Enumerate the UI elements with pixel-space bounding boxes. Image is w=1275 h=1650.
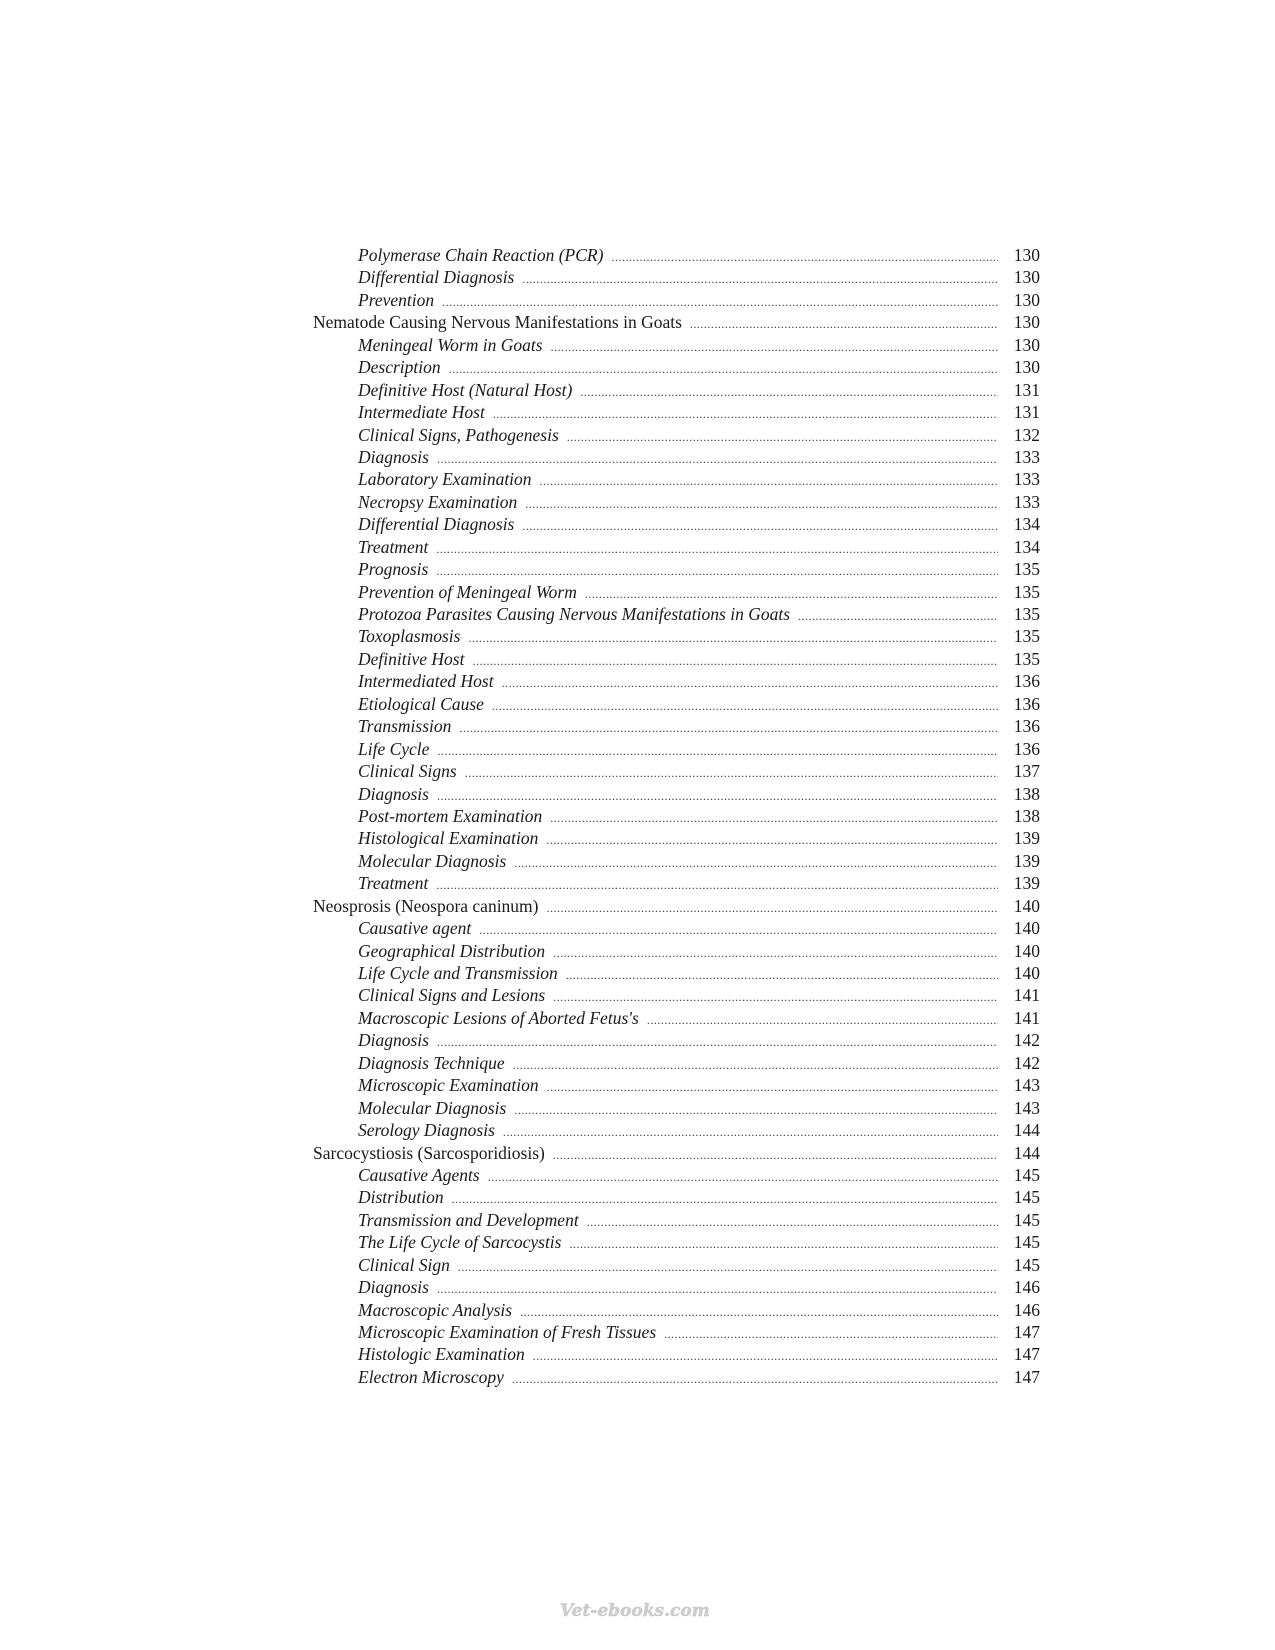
toc-subsection-entry (313, 491, 1040, 513)
toc-subsection-entry (313, 1299, 1040, 1321)
toc-subsection-entry (313, 805, 1040, 827)
dot-leader (502, 672, 998, 694)
toc-page-number: 134 (1013, 536, 1040, 557)
toc-subsection-entry (313, 356, 1040, 378)
toc-subsection-entry (313, 760, 1040, 782)
toc-subsection-entry (313, 1276, 1040, 1298)
toc-entry-title: Causative Agents (358, 1164, 480, 1185)
toc-entry-title: Molecular Diagnosis (358, 1097, 507, 1118)
toc-subsection-entry (313, 1321, 1040, 1343)
toc-entry-title: Treatment (358, 536, 429, 557)
toc-subsection-entry (313, 670, 1040, 692)
toc-page-number: 146 (1013, 1299, 1040, 1320)
toc-entry-title: Diagnosis Technique (358, 1052, 505, 1073)
toc-page-number: 130 (1013, 357, 1040, 378)
dot-leader (436, 874, 998, 896)
toc-subsection-entry (313, 558, 1040, 580)
dot-leader (442, 291, 998, 313)
toc-entry-title: Intermediate Host (358, 402, 485, 423)
toc-page-number: 142 (1013, 1052, 1040, 1073)
toc-subsection-entry (313, 1186, 1040, 1208)
toc-subsection-entry (313, 603, 1040, 625)
toc-page-number: 145 (1013, 1232, 1040, 1253)
toc-page-number: 139 (1013, 850, 1040, 871)
toc-entry-title: Post-mortem Examination (358, 805, 543, 826)
dot-leader (513, 1054, 998, 1076)
dot-leader (437, 448, 998, 470)
toc-page-number: 140 (1013, 895, 1040, 916)
toc-subsection-entry (313, 783, 1040, 805)
toc-page-number: 134 (1013, 514, 1040, 535)
dot-leader (449, 358, 998, 380)
toc-page-number: 140 (1013, 963, 1040, 983)
toc-subsection-entry (313, 424, 1040, 446)
toc-entry-title: Polymerase Chain Reaction (PCR) (358, 245, 604, 265)
toc-page-number: 147 (1013, 1344, 1040, 1365)
toc-page-number: 143 (1013, 1075, 1040, 1096)
toc-page-number: 145 (1013, 1187, 1040, 1208)
toc-subsection-entry (313, 379, 1040, 401)
dot-leader (587, 1211, 998, 1233)
toc-entry-title: Intermediated Host (358, 671, 494, 692)
toc-subsection-entry (313, 536, 1040, 558)
toc-page-number: 136 (1013, 693, 1040, 714)
toc-entry-title: Definitive Host (Natural Host) (358, 379, 573, 400)
dot-leader (546, 829, 998, 851)
toc-subsection-entry (313, 513, 1040, 535)
dot-leader (525, 493, 998, 515)
toc-subsection-entry (313, 1007, 1040, 1029)
dot-leader (514, 852, 998, 874)
toc-entry-title: Treatment (358, 873, 429, 894)
dot-leader (465, 762, 998, 784)
toc-page-number: 144 (1013, 1142, 1040, 1163)
dot-leader (553, 986, 998, 1008)
toc-subsection-entry (313, 738, 1040, 760)
toc-page-number: 131 (1013, 402, 1040, 423)
toc-subsection-entry (313, 693, 1040, 715)
toc-page-number: 140 (1013, 940, 1040, 961)
dot-leader (437, 785, 998, 807)
dot-leader (522, 268, 998, 290)
dot-leader (547, 1076, 998, 1098)
toc-subsection-entry (313, 940, 1040, 962)
toc-entry-title: Distribution (358, 1187, 444, 1208)
toc-entry-title: Clinical Signs (358, 761, 457, 782)
dot-leader (580, 381, 998, 403)
toc-page-number: 135 (1013, 604, 1040, 624)
toc-subsection-entry (313, 1029, 1040, 1051)
toc-page-number: 135 (1013, 626, 1040, 647)
toc-entry-title: Diagnosis (358, 446, 429, 467)
dot-leader (492, 695, 998, 717)
dot-leader (553, 942, 998, 964)
toc-entry-title: Nematode Causing Nervous Manifestations in Goats (313, 312, 682, 333)
dot-leader (436, 560, 998, 582)
toc-page-number: 135 (1013, 581, 1040, 602)
watermark-text: Vet-ebooks.com (560, 1601, 710, 1621)
toc-entry-title: Differential Diagnosis (358, 267, 515, 288)
toc-section-entry (313, 1142, 1040, 1164)
toc-entry-title: Transmission and Development (358, 1209, 579, 1230)
toc-page-number: 130 (1013, 267, 1040, 288)
toc-subsection-entry (313, 289, 1040, 311)
dot-leader (567, 426, 998, 448)
dot-leader (479, 919, 998, 941)
dot-leader (550, 807, 998, 829)
toc-entry-title: Meningeal Worm in Goats (358, 334, 543, 355)
toc-subsection-entry (313, 401, 1040, 423)
toc-entry-title: Histological Examination (358, 828, 539, 849)
toc-entry-title: Geographical Distribution (358, 940, 546, 961)
toc-entry-title: Clinical Signs, Pathogenesis (358, 424, 559, 445)
toc-page-number: 130 (1013, 312, 1040, 333)
dot-leader (585, 583, 998, 605)
toc-page-number: 138 (1013, 783, 1040, 804)
toc-subsection-entry (313, 334, 1040, 356)
toc-entry-title: Etiological Cause (358, 693, 484, 714)
toc-page-number: 141 (1013, 985, 1040, 1006)
dot-leader (522, 515, 998, 537)
toc-entry-title: Diagnosis (358, 1030, 429, 1051)
toc-subsection-entry (313, 1343, 1040, 1365)
toc-entry-title: Prevention (358, 289, 435, 310)
dot-leader (514, 1099, 998, 1121)
toc-page-number: 130 (1013, 289, 1040, 310)
toc-entry-title: Histologic Examination (358, 1344, 525, 1365)
toc-entry-title: Life Cycle and Transmission (358, 963, 558, 983)
toc-entry-title: Electron Microscopy (358, 1366, 504, 1387)
dot-leader (452, 1188, 998, 1210)
toc-page-number: 131 (1013, 379, 1040, 400)
toc-entry-title: Molecular Diagnosis (358, 850, 507, 871)
dot-leader (436, 538, 998, 560)
toc-page-number: 142 (1013, 1030, 1040, 1051)
toc-entry-title: Life Cycle (358, 738, 430, 759)
toc-entry-title: Sarcocystiosis (Sarcosporidiosis) (313, 1142, 545, 1163)
toc-page-number: 133 (1013, 469, 1040, 490)
dot-leader (798, 605, 998, 627)
toc-page-number: 139 (1013, 873, 1040, 894)
toc-entry-title: Microscopic Examination of Fresh Tissues (358, 1322, 657, 1342)
toc-page-number: 130 (1013, 245, 1040, 265)
dot-leader (458, 1256, 998, 1278)
toc-entry-title: Clinical Signs and Lesions (358, 985, 546, 1006)
dot-leader (437, 1031, 998, 1053)
toc-page-number: 145 (1013, 1254, 1040, 1275)
toc-subsection-entry (313, 827, 1040, 849)
toc-entry-title: Neosprosis (Neospora caninum) (313, 895, 539, 916)
toc-page-number: 141 (1013, 1007, 1040, 1028)
dot-leader (488, 1166, 998, 1188)
toc-page-number: 138 (1013, 805, 1040, 826)
toc-entry-title: Microscopic Examination (358, 1075, 539, 1096)
toc-section-entry (313, 895, 1040, 917)
toc-entry-title: The Life Cycle of Sarcocystis (358, 1232, 562, 1253)
toc-entry-title: Prognosis (358, 559, 429, 580)
dot-leader (437, 1278, 998, 1300)
dot-leader (647, 1009, 998, 1031)
toc-entry-title: Necropsy Examination (358, 491, 518, 512)
toc-subsection-entry (313, 1231, 1040, 1253)
toc-entry-title: Serology Diagnosis (358, 1120, 495, 1141)
toc-page-number: 136 (1013, 716, 1040, 737)
toc-page-number: 146 (1013, 1277, 1040, 1298)
toc-page-number: 144 (1013, 1120, 1040, 1141)
dot-leader (566, 964, 998, 986)
toc-page-number: 135 (1013, 648, 1040, 669)
toc-subsection-entry (313, 850, 1040, 872)
toc-page-number: 145 (1013, 1164, 1040, 1185)
toc-subsection-entry (313, 446, 1040, 468)
toc-subsection-entry (313, 1074, 1040, 1096)
dot-leader (551, 336, 998, 358)
dot-leader (533, 1345, 998, 1367)
dot-leader (437, 740, 998, 762)
toc-entry-title: Clinical Sign (358, 1254, 450, 1275)
toc-subsection-entry (313, 1052, 1040, 1074)
toc-entry-title: Toxoplasmosis (358, 626, 461, 647)
toc-page-number: 143 (1013, 1097, 1040, 1118)
toc-subsection-entry (313, 962, 1040, 984)
dot-leader (493, 403, 998, 425)
toc-subsection-entry (313, 715, 1040, 737)
toc-entry-title: Definitive Host (358, 648, 465, 669)
dot-leader (611, 246, 998, 268)
watermark-logo (560, 1594, 720, 1622)
dot-leader (503, 1121, 998, 1143)
toc-page-number: 136 (1013, 671, 1040, 692)
toc-page-number: 133 (1013, 446, 1040, 467)
toc-page-number: 132 (1013, 424, 1040, 445)
toc-subsection-entry (313, 266, 1040, 288)
toc-entry-title: Description (358, 357, 441, 378)
dot-leader (553, 1144, 998, 1166)
toc-subsection-entry (313, 1164, 1040, 1186)
toc-subsection-entry (313, 244, 1040, 266)
toc-section-entry (313, 311, 1040, 333)
toc-page-number: 133 (1013, 491, 1040, 512)
toc-entry-title: Laboratory Examination (358, 469, 532, 490)
dot-leader (569, 1233, 998, 1255)
toc-page-number: 130 (1013, 334, 1040, 355)
toc-page-number: 139 (1013, 828, 1040, 849)
toc-page-number: 145 (1013, 1209, 1040, 1230)
toc-entry-title: Transmission (358, 716, 452, 737)
toc-subsection-entry (313, 1097, 1040, 1119)
dot-leader (512, 1368, 998, 1390)
toc-page-number: 136 (1013, 738, 1040, 759)
toc-subsection-entry (313, 917, 1040, 939)
toc-page-number: 147 (1013, 1366, 1040, 1387)
toc-entry-title: Macroscopic Analysis (358, 1299, 513, 1320)
toc-page-number: 137 (1013, 761, 1040, 782)
toc-entry-title: Diagnosis (358, 783, 429, 804)
toc-entry-title: Causative agent (358, 918, 472, 939)
toc-entry-title: Prevention of Meningeal Worm (358, 581, 577, 602)
toc-page-number: 147 (1013, 1322, 1040, 1342)
toc-subsection-entry (313, 581, 1040, 603)
toc-page-number: 140 (1013, 918, 1040, 939)
toc-subsection-entry (313, 1254, 1040, 1276)
toc-entry-title: Differential Diagnosis (358, 514, 515, 535)
dot-leader (664, 1323, 998, 1345)
toc-subsection-entry (313, 468, 1040, 490)
table-of-contents (313, 244, 1040, 1388)
toc-subsection-entry (313, 648, 1040, 670)
dot-leader (459, 717, 998, 739)
toc-entry-title: Macroscopic Lesions of Aborted Fetus's (358, 1007, 639, 1028)
dot-leader (540, 470, 998, 492)
dot-leader (468, 627, 998, 649)
toc-subsection-entry (313, 625, 1040, 647)
toc-page-number: 135 (1013, 559, 1040, 580)
toc-subsection-entry (313, 872, 1040, 894)
toc-subsection-entry (313, 984, 1040, 1006)
toc-subsection-entry (313, 1366, 1040, 1388)
dot-leader (520, 1301, 998, 1323)
toc-subsection-entry (313, 1119, 1040, 1141)
toc-subsection-entry (313, 1209, 1040, 1231)
dot-leader (547, 897, 998, 919)
dot-leader (472, 650, 998, 672)
dot-leader (690, 313, 998, 335)
toc-entry-title: Protozoa Parasites Causing Nervous Manifestations in Goats (358, 604, 791, 624)
toc-entry-title: Diagnosis (358, 1277, 429, 1298)
